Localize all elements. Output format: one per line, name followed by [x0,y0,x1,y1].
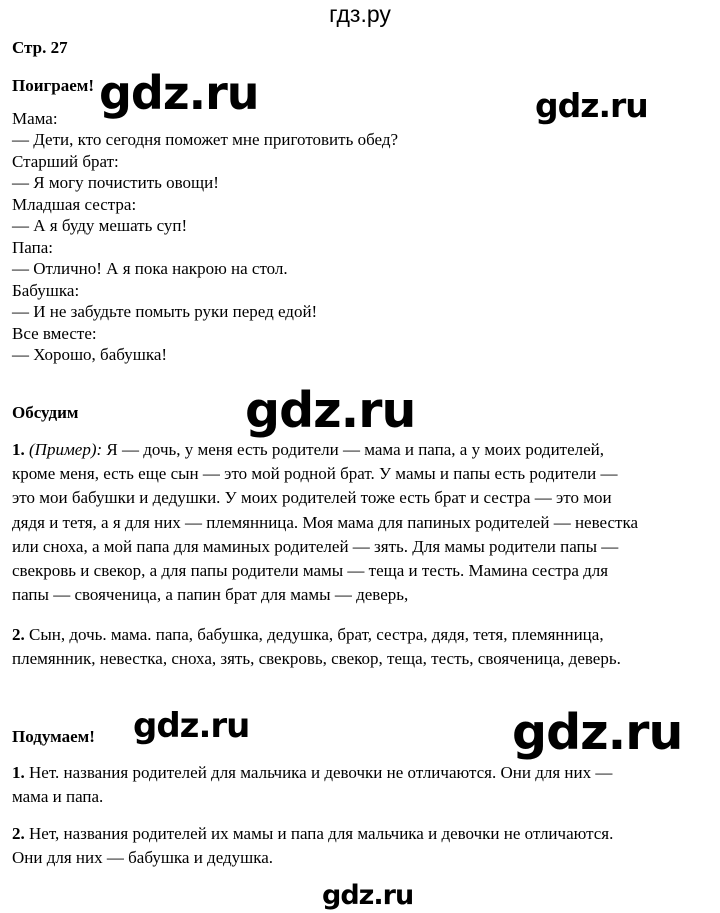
dialogue-line: Папа: [12,238,53,257]
watermark-logo: gdz.ru [245,382,416,439]
watermark-logo: gdz.ru [322,880,414,911]
answer-line [12,624,604,646]
answer-line [12,823,613,845]
answer-line [12,439,604,461]
answer-line: Они для них — бабушка и дедушка. [12,848,274,867]
item-number: 2. [12,824,25,843]
answer-line: свекровь и свекор, а для папы родители мамы — теща и тесть. Мамина сестра для [12,561,609,580]
dialogue-line: Все вместе: [12,324,97,343]
dialogue-line: — Отлично! А я пока накрою на стол. [12,259,288,278]
page-label: Стр. 27 [12,38,68,57]
dialogue-line: Мама: [12,109,58,128]
dialogue-line: Младшая сестра: [12,195,137,214]
answer-text: Нет, названия родителей их мамы и папа для мальчика и девочки не отличаются. [24,824,614,843]
watermark-logo: gdz.ru [512,704,683,761]
item-number: 1. [12,440,25,459]
answer-line: племянник, невестка, сноха, зять, свекровь, свекор, теща, тесть, свояченица, деверь. [12,649,621,668]
answer-line: дядя и тетя, а я для них — племянница. Моя мама для папиных родителей — невестка [12,513,639,532]
watermark-logo: gdz.ru [535,86,648,125]
watermark-logo: gdz.ru [133,706,250,746]
item-number: 1. [12,763,25,782]
answer-line [12,762,612,784]
answer-line: кроме меня, есть еще сын — это мой родной брат. У мамы и папы есть родители — [12,464,618,483]
watermark-logo: gdz.ru [99,66,259,120]
answer-line: это мои бабушки и дедушки. У моих родителей тоже есть брат и сестра — это мои [12,488,612,507]
dialogue-line: — А я буду мешать суп! [12,216,188,235]
dialogue-line: — Хорошо, бабушка! [12,345,168,364]
item-number: 2. [12,625,25,644]
answer-text: Нет. названия родителей для мальчика и девочки не отличаются. Они для них — [24,763,613,782]
answer-text: Сын, дочь. мама. папа, бабушка, дедушка, брат, сестра, дядя, тетя, племянница, [24,625,604,644]
example-label: (Пример): [29,440,103,459]
section-heading-play: Поиграем! [12,76,94,95]
answer-line: папы — свояченица, а папин брат для мамы — деверь, [12,585,409,604]
dialogue-line: — Дети, кто сегодня поможет мне приготовить обед? [12,130,399,149]
dialogue-line: Старший брат: [12,152,119,171]
dialogue-line: — И не забудьте помыть руки перед едой! [12,302,318,321]
answer-text: Я — дочь, у меня есть родители — мама и папа, а у моих родителей, [102,440,605,459]
answer-line: мама и папа. [12,787,104,806]
section-heading-think: Подумаем! [12,727,95,746]
site-header: гдз.ру [329,1,391,27]
dialogue-line: — Я могу почистить овощи! [12,173,219,192]
dialogue-line: Бабушка: [12,281,80,300]
answer-line: или сноха, а мой папа для маминых родителей — зять. Для мамы родители папы — [12,537,619,556]
section-heading-discuss: Обсудим [12,403,79,422]
